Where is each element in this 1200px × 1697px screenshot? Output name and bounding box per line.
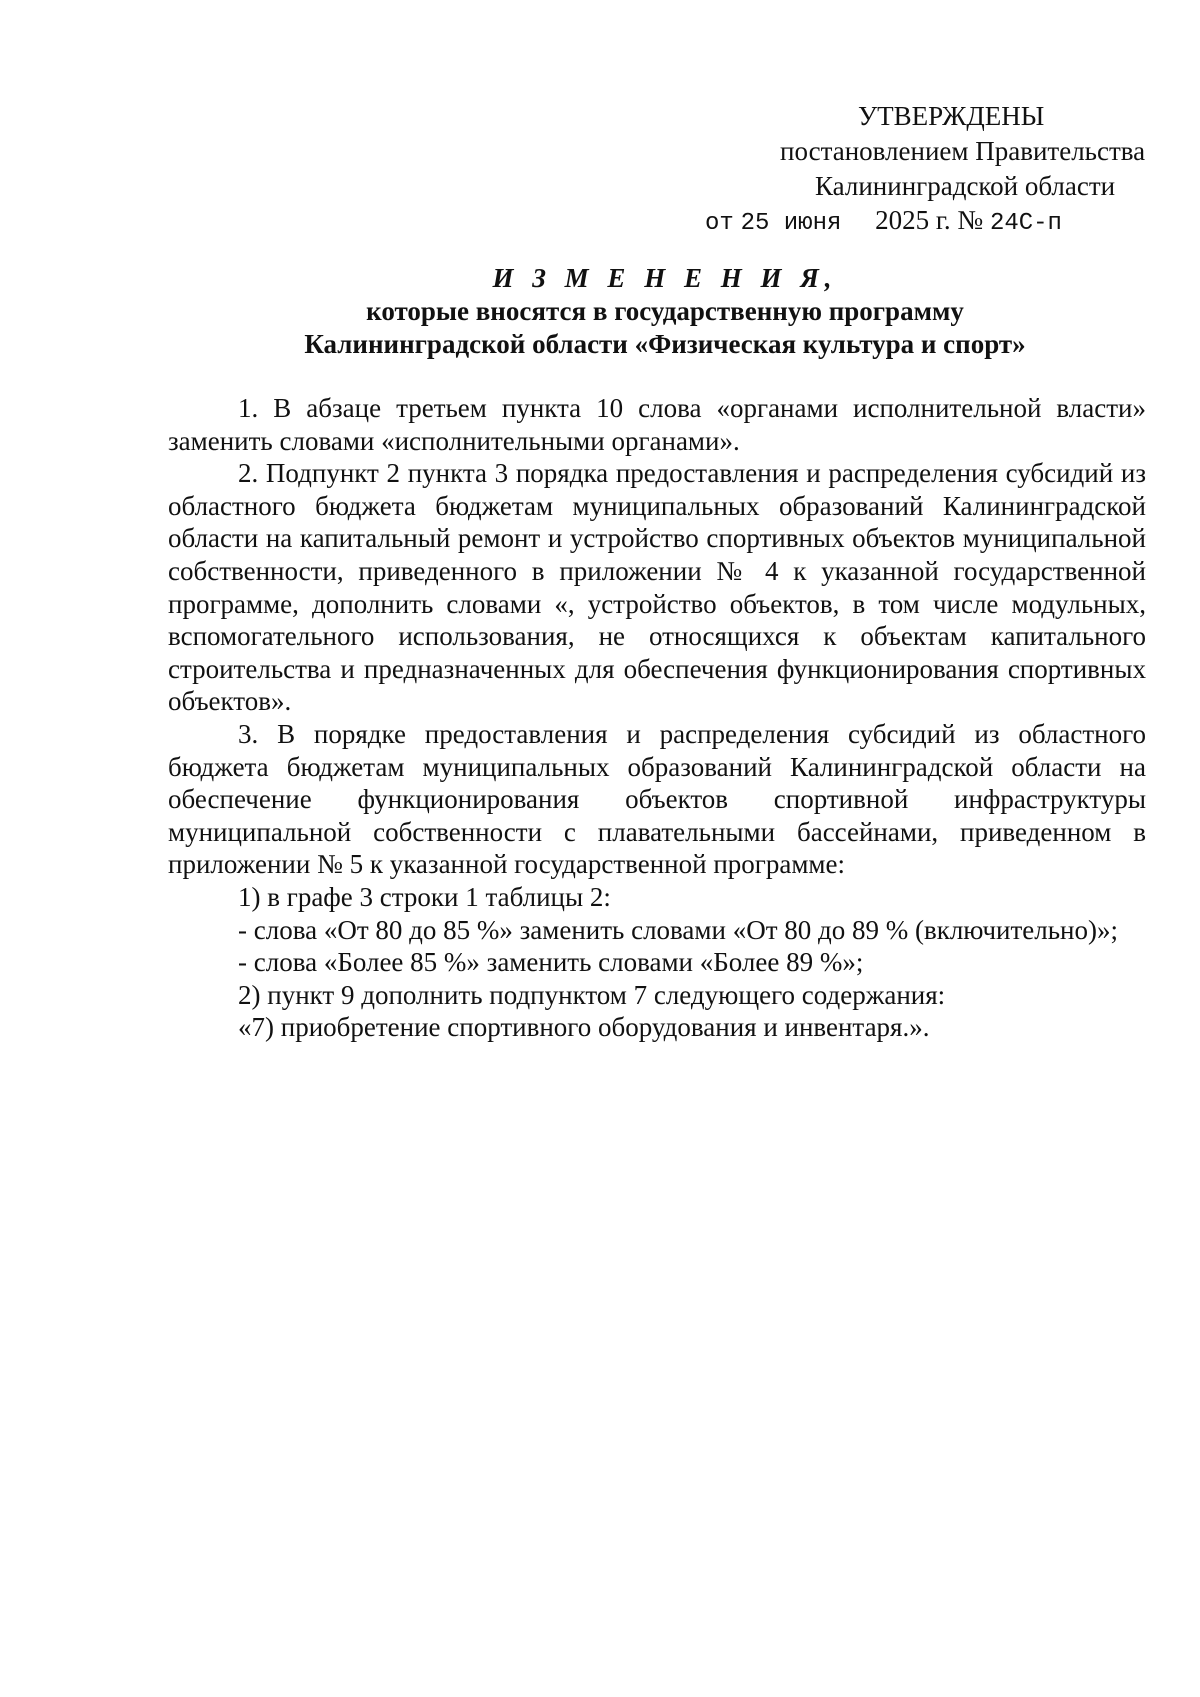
date-year: 2025 г. № (875, 205, 984, 235)
paragraph-2: 2. Подпункт 2 пункта 3 порядка предоставления и распределения субсидий из областного бюджета бюджетам муниципальных образований Калининградской области на капитальный ремонт и устройство спортивных объектов муниципальной собственности, приведенного в приложении № 4 к указанной государственной программе, дополнить словами «, устройство объектов, в том числе модульных, вспомогательного использования, не относящихся к объектам капитального строительства и предназначенных для обеспечения функционирования спортивных объектов». (168, 458, 1146, 717)
heading-title: И З М Е Н Е Н И Я, (492, 263, 838, 293)
heading-subtitle-2: Калининградской области «Физическая культура и спорт» (304, 329, 1026, 359)
list-item-3: - слова «Более 85 %» заменить словами «Более 89 %»; (238, 947, 864, 978)
list-item-2: - слова «От 80 до 85 %» заменить словами «От 80 до 89 % (включительно)»; (238, 914, 1118, 945)
paragraph-3: 3. В порядке предоставления и распределения субсидий из областного бюджета бюджетам муниципальных образований Калининградской области на обеспечение функционирования объектов спортивной инфраструктуры муниципальной собственности с плавательными бассейнами, приведенном в приложении № 5 к указанной государственной программе: (168, 718, 1146, 880)
list-item-4: 2) пункт 9 дополнить подпунктом 7 следующего содержания: (238, 979, 946, 1010)
date-value: 25 июня (740, 210, 842, 237)
list-item-5: «7) приобретение спортивного оборудования и инвентаря.». (238, 1012, 930, 1043)
date-prefix: от (705, 210, 734, 237)
approval-region-line: Калининградской области (815, 171, 1116, 201)
document-body (168, 392, 1146, 1044)
approval-date-line (705, 204, 1062, 240)
approval-title: УТВЕРЖДЕНЫ (858, 101, 1045, 131)
document-heading (0, 262, 1200, 361)
list-item-1: 1) в графе 3 строки 1 таблицы 2: (238, 881, 611, 912)
document-number: 24С-п (989, 210, 1062, 237)
heading-subtitle-1: которые вносятся в государственную программу (366, 296, 964, 326)
paragraph-1: 1. В абзаце третьем пункта 10 слова «органами исполнительной власти» заменить словами «исполнительными органами». (168, 393, 1146, 456)
approval-resolution-line: постановлением Правительства (780, 136, 1146, 166)
